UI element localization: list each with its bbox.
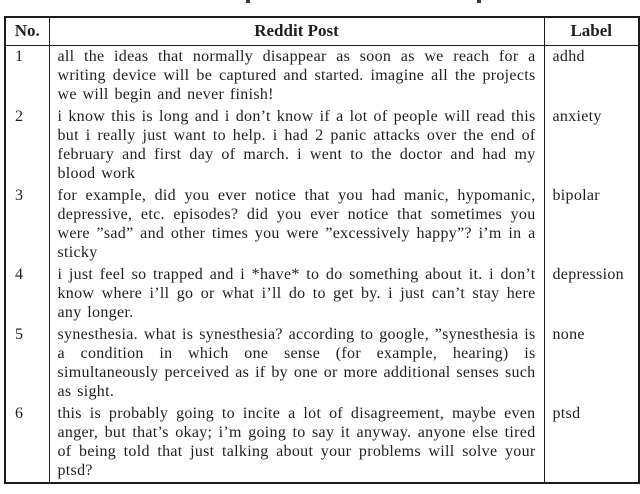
row-number-cell: 5 <box>5 324 49 403</box>
row-number-cell: 4 <box>5 264 49 324</box>
table-row <box>5 185 639 264</box>
cropped-caption-fragment <box>477 0 481 3</box>
label-cell: anxiety <box>552 108 602 125</box>
table-row <box>5 264 639 324</box>
post-text-cell: i just feel so trapped and i *have* to do something about it. i don’t know where i’ll go or what i’ll do to get by. i just can’t stay here any longer. <box>49 264 544 324</box>
label-cell: adhd <box>552 48 585 65</box>
row-number-cell: 3 <box>5 185 49 264</box>
post-text-cell: this is probably going to incite a lot of disagreement, maybe even anger, but that’s okay; i’m going to say it anyway. anyone else tired of being told that just talking about your problems will solve your ptsd? <box>49 403 544 483</box>
row-number-cell: 6 <box>5 403 49 483</box>
post-text-cell: synesthesia. what is synesthesia? according to google, ”synesthesia is a condition in which one sense (for example, hearing) is simultaneously perceived as if by one or more additional senses such as sight. <box>49 324 544 403</box>
reddit-posts-table <box>4 16 640 484</box>
post-text-cell: i know this is long and i don’t know if a lot of people will read this but i really just want to help. i had 2 panic attacks over the end of february and first day of march. i went to the doctor and had my blood work <box>49 106 544 185</box>
label-cell: ptsd <box>552 405 581 422</box>
table-row <box>5 106 639 185</box>
label-cell: none <box>552 326 585 343</box>
column-header-post: Reddit Post <box>49 17 544 46</box>
post-text-cell: for example, did you ever notice that you had manic, hypomanic, depressive, etc. episodes? did you ever notice that sometimes you were ”sad” and other times you were ”excessively happy”? i’m in a sticky <box>49 185 544 264</box>
column-header-label: Label <box>544 17 639 46</box>
label-cell: bipolar <box>552 187 600 204</box>
cropped-caption-fragment <box>246 0 250 3</box>
post-text-cell: all the ideas that normally disappear as soon as we reach for a writing device will be captured and started. imagine all the projects we will begin and never finish! <box>49 46 544 107</box>
table-row <box>5 324 639 403</box>
row-number-cell: 1 <box>5 46 49 107</box>
table-header-row <box>5 17 639 46</box>
column-header-no: No. <box>5 17 49 46</box>
label-cell: depression <box>552 266 624 283</box>
table-row <box>5 46 639 107</box>
table-row <box>5 403 639 483</box>
row-number-cell: 2 <box>5 106 49 185</box>
